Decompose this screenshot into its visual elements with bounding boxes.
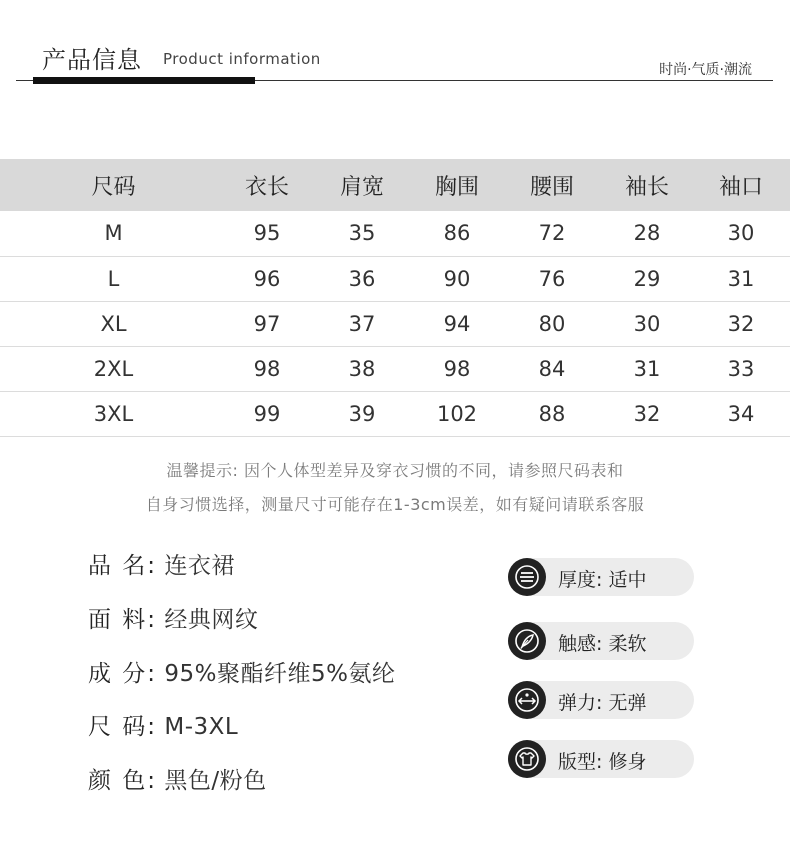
table-cell: 28 bbox=[602, 211, 692, 256]
header-accent-bar bbox=[33, 77, 255, 84]
attr-thickness bbox=[508, 558, 694, 596]
table-cell: 35 bbox=[312, 211, 412, 256]
table-cell: 32 bbox=[602, 391, 692, 436]
size-table bbox=[0, 159, 790, 437]
spec-value: 黑色/粉色 bbox=[164, 768, 267, 794]
table-row bbox=[0, 391, 790, 436]
table-cell: 30 bbox=[692, 211, 790, 256]
table-header-cell: 袖长 bbox=[602, 159, 692, 211]
table-header-cell: 袖口 bbox=[692, 159, 790, 211]
table-cell: 33 bbox=[692, 346, 790, 391]
table-header-cell: 腰围 bbox=[502, 159, 602, 211]
table-header-cell: 尺码 bbox=[0, 159, 222, 211]
tip-line-1: 温馨提示: 因个人体型差异及穿衣习惯的不同，请参照尺码表和 bbox=[166, 461, 624, 480]
table-cell: 99 bbox=[222, 391, 312, 436]
spec-composition bbox=[88, 655, 395, 688]
tshirt-icon bbox=[508, 740, 546, 778]
table-row bbox=[0, 211, 790, 256]
section-subtitle: Product information bbox=[163, 50, 321, 68]
table-cell: 30 bbox=[602, 301, 692, 346]
spec-label: 成 分: bbox=[88, 661, 158, 687]
spec-label: 面 料: bbox=[88, 607, 158, 633]
spec-label: 品 名: bbox=[88, 553, 158, 579]
table-cell: 84 bbox=[502, 346, 602, 391]
table-cell: M bbox=[0, 211, 222, 256]
table-cell: 96 bbox=[222, 256, 312, 301]
attr-text: 厚度: 适中 bbox=[558, 569, 647, 591]
table-cell: XL bbox=[0, 301, 222, 346]
spec-name bbox=[88, 547, 235, 580]
table-row bbox=[0, 256, 790, 301]
table-header-cell: 衣长 bbox=[222, 159, 312, 211]
table-cell: 31 bbox=[692, 256, 790, 301]
table-header-row bbox=[0, 159, 790, 211]
spec-label: 颜 色: bbox=[88, 768, 158, 794]
spec-size bbox=[88, 708, 238, 741]
table-cell: 2XL bbox=[0, 346, 222, 391]
section-title: 产品信息 bbox=[42, 46, 142, 74]
table-cell: 90 bbox=[412, 256, 502, 301]
attr-text: 触感: 柔软 bbox=[558, 633, 647, 655]
table-cell: 80 bbox=[502, 301, 602, 346]
table-cell: 72 bbox=[502, 211, 602, 256]
table-header-cell: 胸围 bbox=[412, 159, 502, 211]
layers-icon bbox=[508, 558, 546, 596]
attr-feel bbox=[508, 622, 694, 660]
stretch-icon bbox=[508, 681, 546, 719]
table-cell: 3XL bbox=[0, 391, 222, 436]
table-cell: L bbox=[0, 256, 222, 301]
table-cell: 34 bbox=[692, 391, 790, 436]
tagline: 时尚·气质·潮流 bbox=[659, 62, 752, 78]
table-header-cell: 肩宽 bbox=[312, 159, 412, 211]
table-row bbox=[0, 346, 790, 391]
spec-label: 尺 码: bbox=[88, 714, 158, 740]
table-cell: 88 bbox=[502, 391, 602, 436]
table-cell: 95 bbox=[222, 211, 312, 256]
table-cell: 94 bbox=[412, 301, 502, 346]
attr-fit bbox=[508, 740, 694, 778]
spec-value: 连衣裙 bbox=[164, 553, 235, 579]
table-cell: 98 bbox=[412, 346, 502, 391]
table-cell: 97 bbox=[222, 301, 312, 346]
table-cell: 76 bbox=[502, 256, 602, 301]
table-cell: 29 bbox=[602, 256, 692, 301]
spec-value: 95%聚酯纤维5%氨纶 bbox=[164, 661, 396, 687]
attr-text: 版型: 修身 bbox=[558, 751, 647, 773]
spec-value: M-3XL bbox=[164, 714, 239, 740]
table-cell: 36 bbox=[312, 256, 412, 301]
table-row bbox=[0, 301, 790, 346]
table-cell: 37 bbox=[312, 301, 412, 346]
spec-value: 经典网纹 bbox=[164, 607, 259, 633]
spec-color bbox=[88, 762, 267, 795]
feather-icon bbox=[508, 622, 546, 660]
table-cell: 102 bbox=[412, 391, 502, 436]
table-cell: 98 bbox=[222, 346, 312, 391]
table-cell: 32 bbox=[692, 301, 790, 346]
tip-line-2: 自身习惯选择，测量尺寸可能存在1-3cm误差，如有疑问请联系客服 bbox=[145, 495, 645, 514]
attr-text: 弹力: 无弹 bbox=[558, 692, 647, 714]
table-cell: 31 bbox=[602, 346, 692, 391]
table-cell: 86 bbox=[412, 211, 502, 256]
table-cell: 39 bbox=[312, 391, 412, 436]
spec-fabric bbox=[88, 601, 258, 634]
table-cell: 38 bbox=[312, 346, 412, 391]
attr-stretch bbox=[508, 681, 694, 719]
